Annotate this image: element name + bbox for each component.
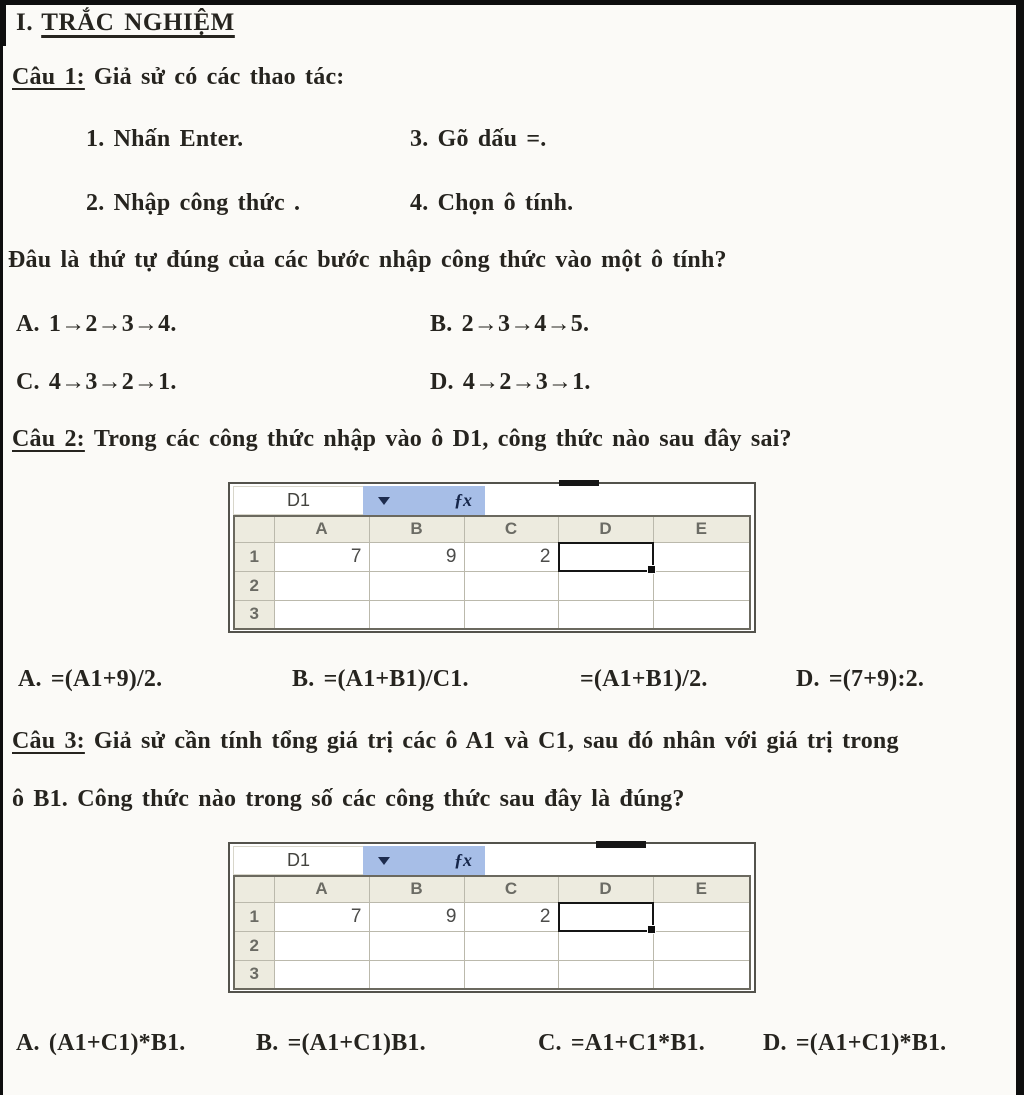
question-1-intro: Giả sử có các thao tác: [93,64,345,90]
cell-c2[interactable] [464,931,558,960]
section-title [16,9,235,37]
scan-edge-right [1016,0,1024,1095]
selection-border [558,902,654,932]
selected-cell-d1[interactable] [558,902,653,931]
q2-option-c: =(A1+B1)/2. [580,666,708,692]
column-header-c[interactable]: C [464,876,558,902]
cell-d3[interactable] [558,960,653,989]
question-3-text-line2: ô B1. Công thức nào trong số các công thức sau đây là đúng? [12,786,685,812]
cell-c3[interactable] [464,600,558,629]
column-header-a[interactable]: A [274,516,369,542]
section-number: I. [16,9,34,36]
q1-option-a: A. 1→2→3→4. [16,311,177,337]
cell-e1[interactable] [653,542,750,571]
row-header-2[interactable]: 2 [234,571,274,600]
cell-name-box[interactable]: D1 [233,846,363,875]
cell-b2[interactable] [369,931,464,960]
column-header-e[interactable]: E [653,876,750,902]
q1-step-1: 1. Nhấn Enter. [86,126,244,152]
cell-e3[interactable] [653,600,750,629]
formula-bar [233,486,751,515]
cell-e2[interactable] [653,931,750,960]
cell-b3[interactable] [369,600,464,629]
formula-bar-controls [363,846,485,875]
formula-bar-controls [363,486,485,515]
cell-b2[interactable] [369,571,464,600]
row-header-2[interactable]: 2 [234,931,274,960]
cell-name-box[interactable]: D1 [233,486,363,515]
cell-b1[interactable]: 9 [369,902,464,931]
section-title-text: TRẮC NGHIỆM [41,9,235,36]
spreadsheet-grid [233,875,751,990]
q1-option-c: C. 4→3→2→1. [16,369,177,395]
cell-a1[interactable]: 7 [274,902,369,931]
cell-a3[interactable] [274,960,369,989]
q3-option-d: D. =(A1+C1)*B1. [763,1030,947,1056]
question-1-text: Đâu là thứ tự đúng của các bước nhập công thức vào một ô tính? [8,247,727,273]
cell-b3[interactable] [369,960,464,989]
question-1-label: Câu 1: [12,64,85,90]
q1-option-d: D. 4→2→3→1. [430,369,591,395]
q3-option-c: C. =A1+C1*B1. [538,1030,705,1056]
column-header-c[interactable]: C [464,516,558,542]
q2-option-d: D. =(7+9):2. [796,666,925,692]
column-header-a[interactable]: A [274,876,369,902]
scan-artifact [596,841,646,848]
formula-input[interactable] [485,486,751,515]
cell-e1[interactable] [653,902,750,931]
question-3-heading [12,728,899,755]
spreadsheet-grid [233,515,751,630]
formula-bar [233,846,751,875]
q3-option-a: A. (A1+C1)*B1. [16,1030,186,1056]
q1-step-4: 4. Chọn ô tính. [410,190,574,216]
column-header-d[interactable]: D [558,876,653,902]
row-header-1[interactable]: 1 [234,542,274,571]
row-header-1[interactable]: 1 [234,902,274,931]
chevron-down-icon[interactable] [378,857,390,865]
fx-icon[interactable]: ƒx [454,850,472,870]
selected-cell-d1[interactable] [558,542,653,571]
cell-c3[interactable] [464,960,558,989]
cell-c2[interactable] [464,571,558,600]
question-3-label: Câu 3: [12,728,85,754]
question-1-heading [12,64,345,91]
spreadsheet-figure-2 [228,842,756,993]
cell-d2[interactable] [558,931,653,960]
spreadsheet-figure-1 [228,482,756,633]
scan-artifact [559,480,599,486]
q1-step-3: 3. Gõ dấu =. [410,126,547,152]
column-header-b[interactable]: B [369,516,464,542]
q1-option-b: B. 2→3→4→5. [430,311,590,337]
column-header-d[interactable]: D [558,516,653,542]
cell-b1[interactable]: 9 [369,542,464,571]
q3-option-b: B. =(A1+C1)B1. [256,1030,426,1056]
fill-handle[interactable] [647,925,656,934]
column-header-e[interactable]: E [653,516,750,542]
row-header-3[interactable]: 3 [234,960,274,989]
scan-edge-left-corner [0,0,6,46]
scan-edge-left [0,0,3,1095]
cell-c1[interactable]: 2 [464,902,558,931]
column-header-b[interactable]: B [369,876,464,902]
cell-e3[interactable] [653,960,750,989]
chevron-down-icon[interactable] [378,497,390,505]
question-2-text: Trong các công thức nhập vào ô D1, công thức nào sau đây sai? [93,426,792,452]
cell-a2[interactable] [274,571,369,600]
cell-a3[interactable] [274,600,369,629]
fill-handle[interactable] [647,565,656,574]
cell-d2[interactable] [558,571,653,600]
formula-input[interactable] [485,846,751,875]
question-3-text-line1: Giả sử cần tính tổng giá trị các ô A1 và C1, sau đó nhân với giá trị trong [93,728,899,754]
q1-step-2: 2. Nhập công thức . [86,190,301,216]
cell-a1[interactable]: 7 [274,542,369,571]
row-header-3[interactable]: 3 [234,600,274,629]
cell-c1[interactable]: 2 [464,542,558,571]
question-2-label: Câu 2: [12,426,85,452]
question-2-heading [12,426,792,453]
scan-edge-top [0,0,1024,5]
cell-e2[interactable] [653,571,750,600]
cell-d3[interactable] [558,600,653,629]
q2-option-a: A. =(A1+9)/2. [18,666,163,692]
q2-option-b: B. =(A1+B1)/C1. [292,666,469,692]
select-all-corner[interactable] [234,516,274,542]
select-all-corner[interactable] [234,876,274,902]
cell-a2[interactable] [274,931,369,960]
fx-icon[interactable]: ƒx [454,490,472,510]
selection-border [558,542,654,572]
